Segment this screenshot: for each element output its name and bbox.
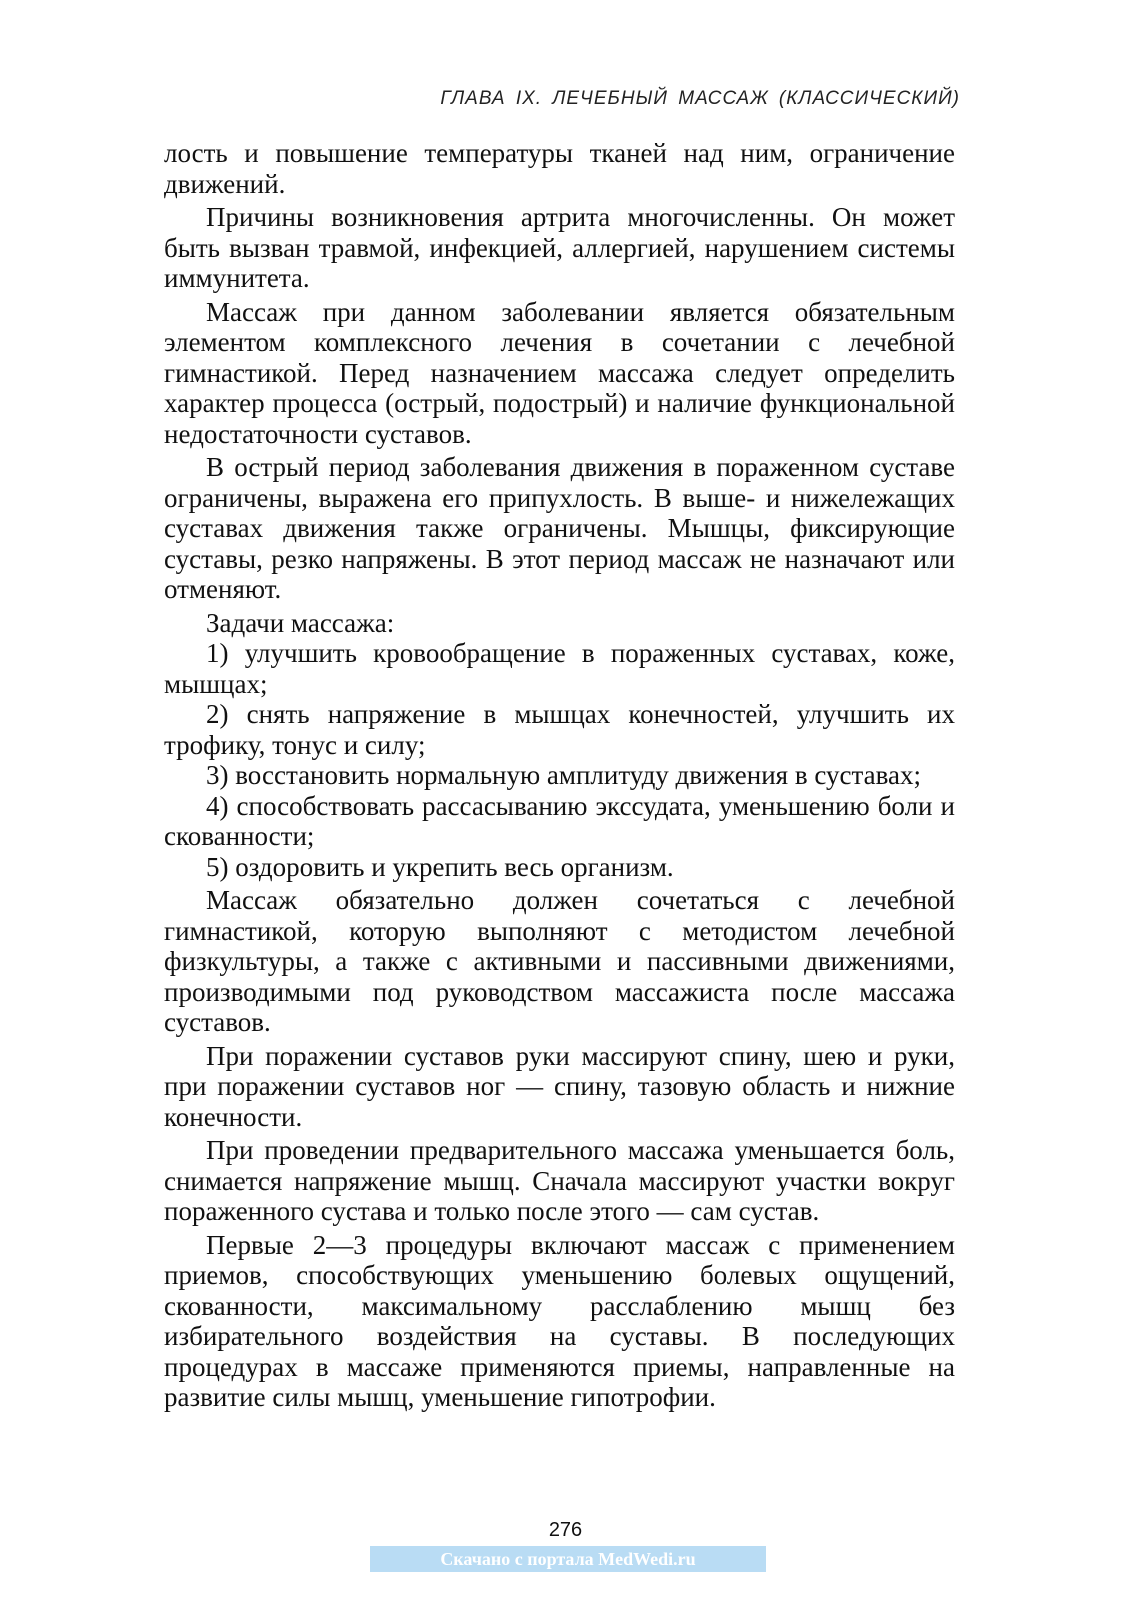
download-watermark: Скачано с портала MedWedi.ru — [370, 1546, 766, 1572]
task-item-1: 1) улучшить кровообращение в пораженных суставах, коже, мышцах; — [164, 638, 955, 699]
task-item-2: 2) снять напряжение в мышцах конечностей, улучшить их трофику, тонус и силу; — [164, 699, 955, 760]
page-number: 276 — [548, 1519, 583, 1541]
paragraph-procedures: Первые 2—3 процедуры включают массаж с применением приемов, способствующих уменьшению болевых ощущений, скованности, максимальному расслаблению мышц без избирательного воздействия на суставы. В последующих процедурах в массаже применяются приемы, направленные на развитие силы мышц, уменьшение гипотрофии. — [164, 1229, 955, 1412]
task-item-3: 3) восстановить нормальную амплитуду движения в суставах; — [206, 760, 921, 790]
task-item-4: 4) способствовать рассасыванию экссудата, уменьшению боли и скованности; — [164, 790, 955, 851]
paragraph-joint-areas: При поражении суставов руки массируют спину, шею и руки, при поражении суставов ног — спину, тазовую область и нижние конечности. — [164, 1040, 955, 1132]
paragraph-gymnastics: Массаж обязательно должен сочетаться с лечебной гимнастикой, которую выполняют с методистом лечебной физкультуры, а также с активными и пассивными движениями, производимыми под руководством массажиста после массажа суставов. — [164, 885, 955, 1037]
paragraph-preliminary-massage: При проведении предварительного массажа уменьшается боль, снимается напряжение мышц. Сначала массируют участки вокруг пораженного сустава и только после этого — сам сустав. — [164, 1135, 955, 1226]
paragraph-acute-period: В острый период заболевания движения в пораженном суставе ограничены, выражена его припухлость. В выше- и нижележащих суставах движения также ограничены. Мышцы, фиксирующие суставы, резко напряжены. В этот период массаж не назначают или отменяют. — [164, 452, 955, 604]
tasks-title: Задачи массажа: — [206, 607, 395, 638]
main-text — [164, 138, 955, 1416]
running-head: ГЛАВА IX. ЛЕЧЕБНЫЙ МАССАЖ (КЛАССИЧЕСКИЙ) — [440, 88, 960, 109]
paragraph-massage-role: Массаж при данном заболевании является обязательным элементом комплексного лечения в сочетании с лечебной гимнастикой. Перед назначением массажа следует определить характер процесса (острый, подострый) и наличие функциональной недостаточности суставов. — [164, 296, 955, 449]
paragraph-continuation: лость и повышение температуры тканей над ним, ограничение движений. — [164, 138, 955, 199]
task-item-5: 5) оздоровить и укрепить весь организм. — [206, 851, 674, 882]
paragraph-causes: Причины возникновения артрита многочисленны. Он может быть вызван травмой, инфекцией, аллергией, нарушением системы иммунитета. — [164, 202, 955, 293]
